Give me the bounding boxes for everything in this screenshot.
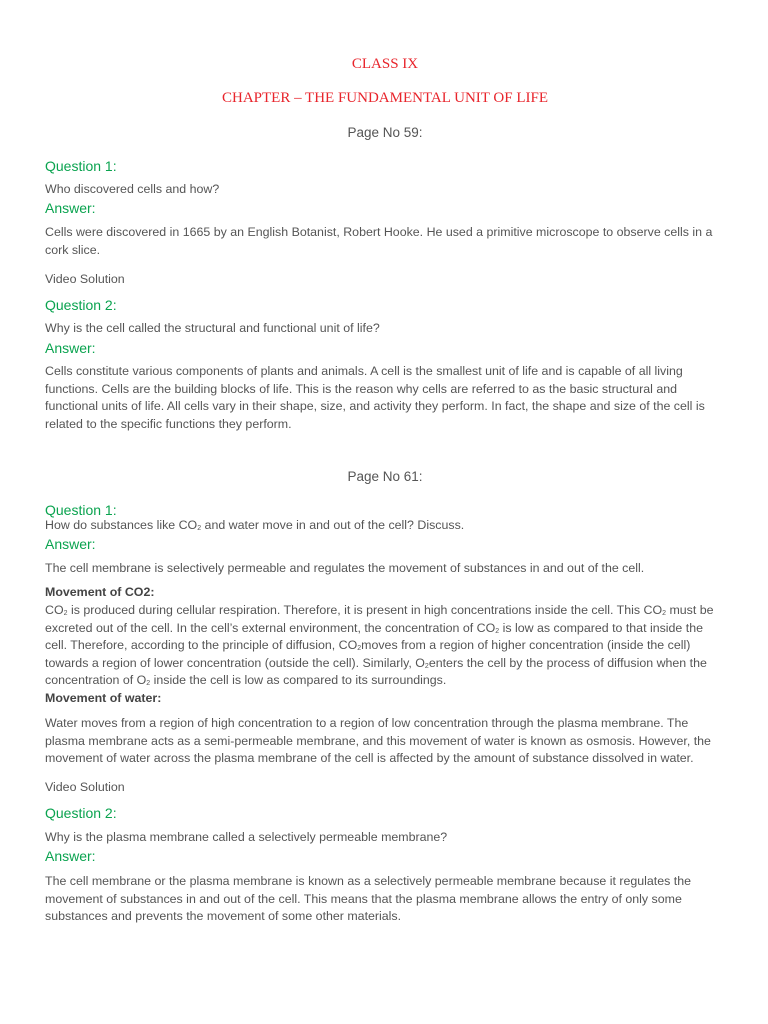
water-movement-heading: Movement of water: (45, 691, 162, 705)
answer-3-label: Answer: (45, 536, 96, 552)
answer-4-text: The cell membrane or the plasma membrane is known as a selectively permeable membrane because it regulates the movement of substances in and out of the cell. This means that the plasma membrane allows the entry of only some substances and prevents the movement of some other materials. (45, 874, 692, 923)
answer-3-intro: The cell membrane is selectively permeable and regulates the movement of substances in and out of the cell. (45, 561, 645, 575)
answer-2-label: Answer: (45, 340, 96, 356)
class-title: CLASS IX (351, 56, 419, 72)
question-3-label: Question 1: (45, 502, 117, 518)
question-2-text: Why is the cell called the structural and functional unit of life? (45, 321, 380, 335)
answer-2-text: Cells constitute various components of plants and animals. A cell is the smallest unit of life and is capable of all living functions. Cells are the building blocks of life. This is the reason why cells are referred to as the basic structural and functional units of life. All cells vary in their shape, size, and activity they perform. In fact, the shape and size of the cell is related to the specific functions they perform. (45, 364, 705, 431)
answer-1-text: Cells were discovered in 1665 by an English Botanist, Robert Hooke. He used a primitive microscope to observe cells in a cork slice. (45, 225, 713, 257)
answer-4-label: Answer: (45, 848, 96, 864)
chapter-title: CHAPTER – THE FUNDAMENTAL UNIT OF LIFE (221, 90, 549, 106)
water-movement-text: Water moves from a region of high concentration to a region of low concentration through the plasma membrane. The plasma membrane acts as a semi-permeable membrane, and this movement of water is known as osmosis. However, the movement of water across the plasma membrane of the cell is affected by the amount of substance dissolved in water. (45, 716, 711, 765)
question-1-label: Question 1: (45, 158, 117, 174)
question-2-label: Question 2: (45, 297, 117, 313)
question-3-text: How do substances like $CO_2$ and water move in and out of the cell? Discuss. (45, 518, 465, 532)
question-4-label: Question 2: (45, 805, 117, 821)
video-solution-link-1[interactable]: Video Solution (45, 272, 125, 286)
page-number-61: Page No 61: (347, 469, 423, 484)
co2-movement-text: $CO_2$ is produced during cellular respiration. Therefore, it is present in high concentrations inside the cell. This $CO_2$ must be excreted out of the cell. In the cell’s external environment, the concentration of $CO_2$ is low as compared to that inside the cell. Therefore, according to the principle of diffusion, $CO_2moves$ from a region of higher concentration (inside the cell) towards a region of lower concentration (outside the cell). Similarly, $O_2enters$ the cell by the process of diffusion when the concentration of $O_2$ inside the cell is low as compared to its surroundings. (45, 603, 714, 687)
answer-1-label: Answer: (45, 200, 96, 216)
question-4-text: Why is the plasma membrane called a selectively permeable membrane? (45, 830, 448, 844)
question-1-text: Who discovered cells and how? (45, 182, 220, 196)
co2-movement-heading: Movement of CO2: (45, 585, 155, 599)
video-solution-link-2[interactable]: Video Solution (45, 780, 125, 794)
page-number-59: Page No 59: (347, 125, 423, 140)
